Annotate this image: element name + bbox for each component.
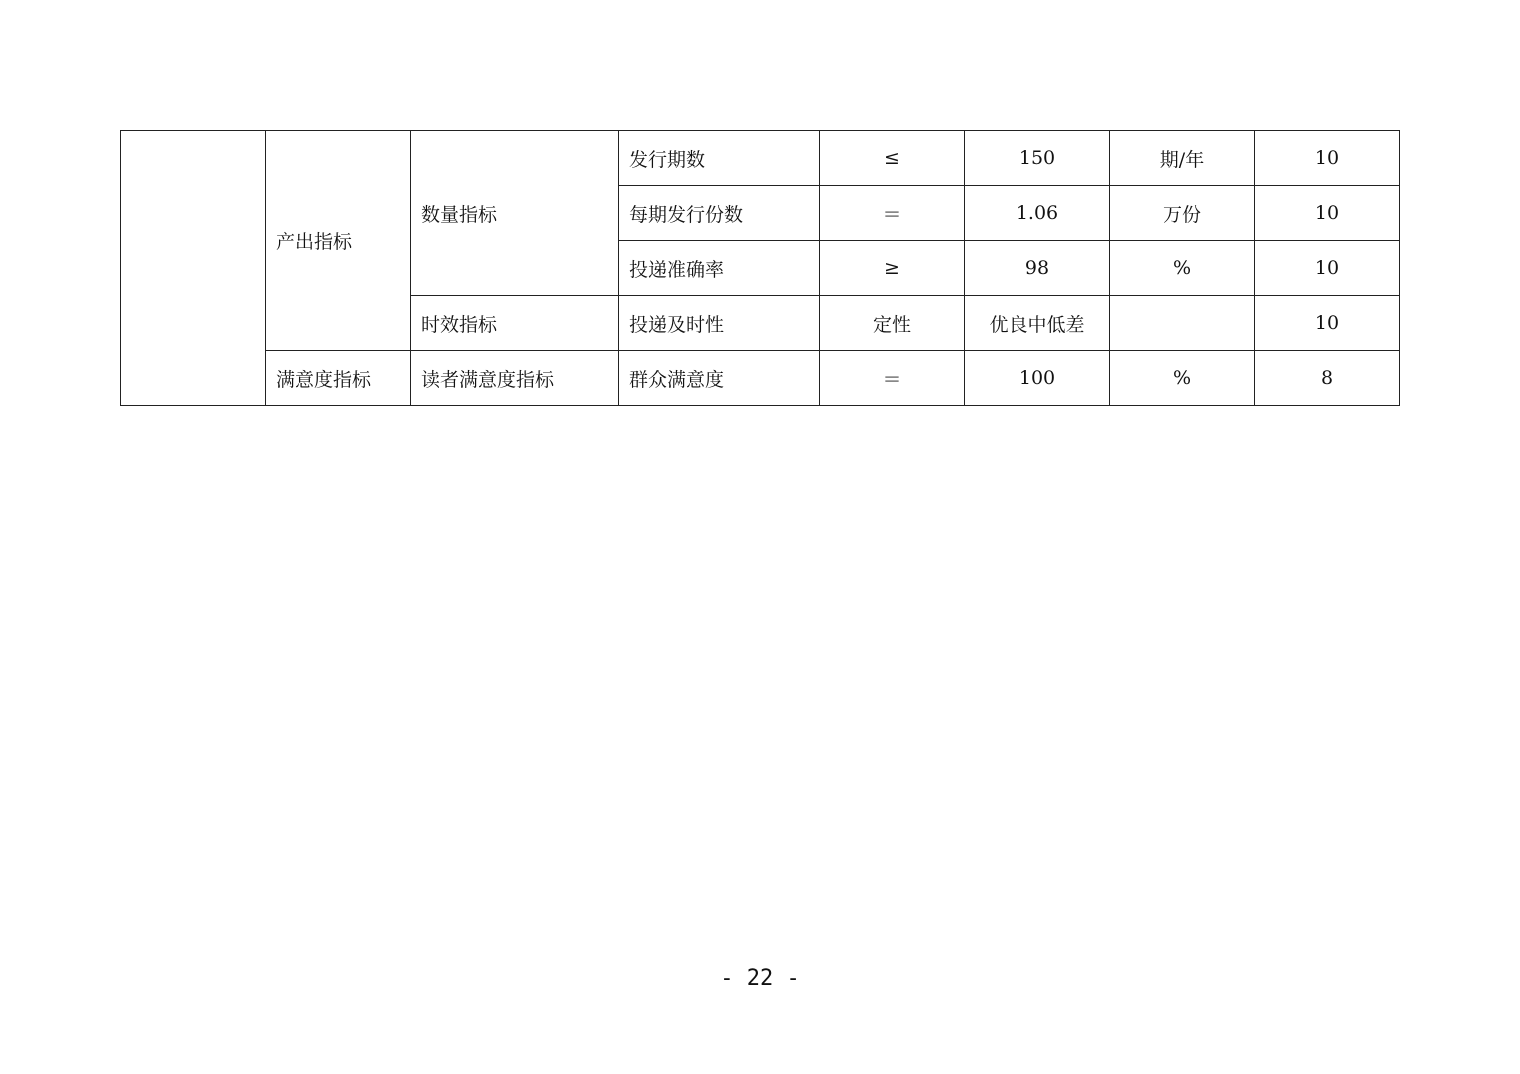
indicator-unit: 期/年 [1110, 131, 1255, 186]
indicator-operator: ≥ [820, 241, 965, 296]
indicator-score: 10 [1255, 131, 1400, 186]
performance-indicator-table [120, 130, 1400, 406]
indicator-value: 98 [965, 241, 1110, 296]
table-row [121, 351, 1400, 406]
indicator-unit [1110, 296, 1255, 351]
indicator-name: 发行期数 [619, 131, 820, 186]
indicator-value: 优良中低差 [965, 296, 1110, 351]
indicator-unit: % [1110, 351, 1255, 406]
page-number: - 22 - [720, 966, 800, 991]
indicator-value: 1.06 [965, 186, 1110, 241]
indicator-name: 群众满意度 [619, 351, 820, 406]
timeliness-indicator-cell: 时效指标 [411, 296, 619, 351]
table-row [121, 131, 1400, 186]
satisfaction-category-cell: 满意度指标 [266, 351, 411, 406]
blank-category-cell [121, 131, 266, 406]
indicator-name: 投递准确率 [619, 241, 820, 296]
quantity-indicator-cell: 数量指标 [411, 131, 619, 296]
indicator-operator: ≤ [820, 131, 965, 186]
reader-satisfaction-indicator-cell: 读者满意度指标 [411, 351, 619, 406]
indicator-value: 150 [965, 131, 1110, 186]
indicator-score: 10 [1255, 296, 1400, 351]
indicator-score: 10 [1255, 241, 1400, 296]
indicator-operator: 定性 [820, 296, 965, 351]
indicator-score: 8 [1255, 351, 1400, 406]
indicator-unit: 万份 [1110, 186, 1255, 241]
indicator-unit: % [1110, 241, 1255, 296]
indicator-operator: ＝ [820, 186, 965, 241]
indicator-name: 每期发行份数 [619, 186, 820, 241]
indicator-name: 投递及时性 [619, 296, 820, 351]
output-category-cell: 产出指标 [266, 131, 411, 351]
indicator-value: 100 [965, 351, 1110, 406]
indicator-operator: ＝ [820, 351, 965, 406]
indicator-score: 10 [1255, 186, 1400, 241]
